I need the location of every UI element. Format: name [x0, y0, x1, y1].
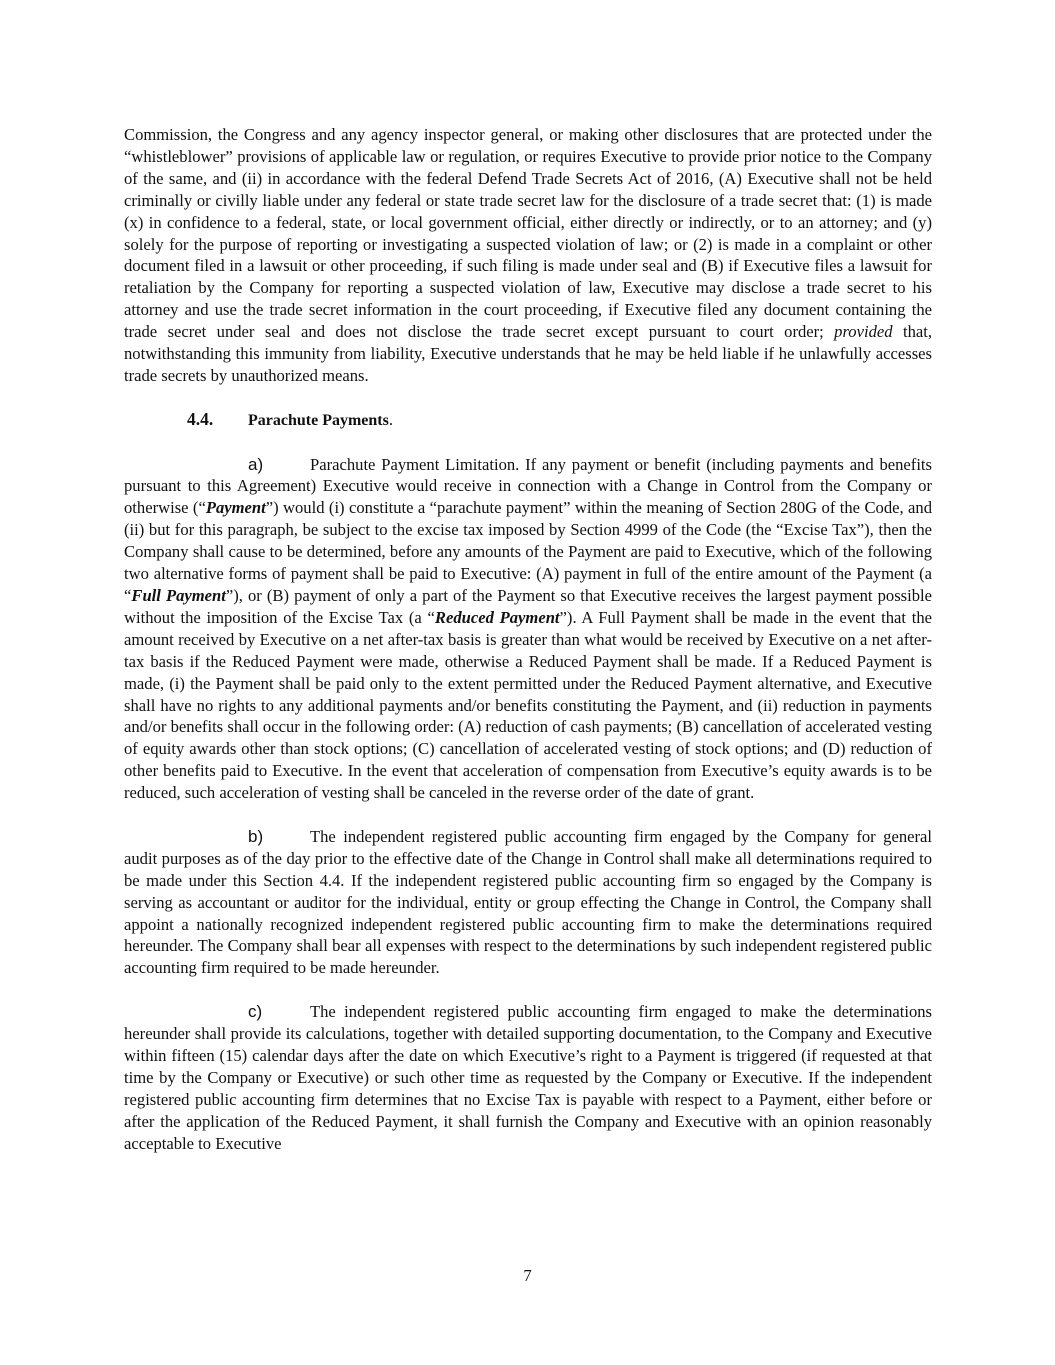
- subsection-a: [124, 454, 932, 805]
- subsection-letter: b): [248, 826, 264, 846]
- subsection-text: ”). A Full Payment shall be made in the event that the amount received by Executive on a net after-tax basis is greater than what would be received by Executive on a net after-tax basis if the Reduced Payment were made, otherwise a Reduced Payment shall be made. If a Reduced Payment is made, (i) the Payment shall be paid only to the extent permitted under the Reduced Payment alternative, and Executive shall have no rights to any additional payments and/or benefits constituting the Payment, and (ii) reduction in payments and/or benefits shall occur in the following order: (A) reduction of cash payments; (B) cancellation of accelerated vesting of equity awards other than stock options; (C) cancellation of accelerated vesting of stock options; and (D) reduction of other benefits paid to Executive. In the event that acceleration of compensation from Executive’s equity awards is to be reduced, such acceleration of vesting shall be canceled in the reverse order of the date of grant.: [124, 607, 932, 803]
- subsection-text: The independent registered public accounting firm engaged to make the determinations hereunder shall provide its calculations, together with detailed supporting documentation, to the Company and Executive within fifteen (15) calendar days after the date on which Executive’s right to a Payment is triggered (if requested at that time by the Company or Executive) or such other time as requested by the Company or Executive. If the independent registered public accounting firm determines that no Excise Tax is payable with respect to a Payment, either before or after the application of the Reduced Payment, it shall furnish the Company and Executive with an opinion reasonably acceptable to Executive: [124, 1002, 932, 1153]
- paragraph-text: Commission, the Congress and any agency inspector general, or making other disclosures that are protected under the “whistleblower” provisions of applicable law or regulation, or requires Executive to provide prior notice to the Company of the same, and (ii) in accordance with the federal Defend Trade Secrets Act of 2016, (A) Executive shall not be held criminally or civilly liable under any federal or state trade secret law for the disclosure of a trade secret that: (1) is made (x) in confidence to a federal, state, or local government official, either directly or indirectly, or to an attorney; and (y) solely for the purpose of reporting or investigating a suspected violation of law; or (2) is made in a complaint or other document filed in a lawsuit or other proceeding, if such filing is made under seal and (B) if Executive files a lawsuit for retaliation by the Company for reporting a suspected violation of law, Executive may disclose a trade secret to his attorney and use the trade secret information in the court proceeding, if Executive filed any document containing the trade secret under seal and does not disclose the trade secret except pursuant to court order;: [124, 125, 932, 342]
- document-body: [124, 124, 932, 1155]
- page-number: 7: [523, 1266, 532, 1285]
- section-title: Parachute Payments: [248, 411, 389, 429]
- section-title-period: .: [388, 409, 394, 429]
- subsection-text: ”) would (i) constitute a “parachute payment” within the meaning of Section 280G of the Code, and (ii) but for this paragraph, be subject to the excise tax imposed by Section 4999 of the Code (the “Excise Tax”), then the Company shall cause to be determined, before any amounts of the Payment are paid to Executive, which of the following two alternative forms of payment shall be paid to Executive: (A) payment in full of the entire amount of the Payment (a “: [124, 498, 932, 605]
- section-heading: [124, 409, 932, 432]
- subsection-b: [124, 826, 932, 979]
- subsection-letter: c): [248, 1002, 263, 1022]
- subsection-c: [124, 1001, 932, 1154]
- subsection-letter: a): [248, 454, 264, 474]
- section-number: 4.4.: [187, 408, 214, 429]
- defined-term-full-payment: Full Payment: [131, 586, 226, 605]
- defined-term-reduced-payment: Reduced Payment: [434, 607, 560, 627]
- paragraph-whistleblower: [124, 124, 932, 387]
- subsection-text: Parachute Payment Limitation. If any payment or benefit (including payments and benefits pursuant to this Agreement) Executive would receive in connection with a Change in Control from the Company or otherwise (“: [124, 454, 932, 518]
- defined-term-payment: Payment: [205, 498, 266, 518]
- paragraph-text: that, notwithstanding this immunity from liability, Executive understands that he may be held liable if he unlawfully accesses trade secrets by unauthorized means.: [124, 322, 932, 385]
- italic-provided: provided: [834, 322, 893, 342]
- subsection-text: ”), or (B) payment of only a part of the Payment so that Executive receives the largest payment possible without the imposition of the Excise Tax (a “: [124, 586, 932, 627]
- subsection-text: The independent registered public accounting firm engaged by the Company for general audit purposes as of the day prior to the effective date of the Change in Control shall make all determinations required to be made under this Section 4.4. If the independent registered public accounting firm so engaged by the Company is serving as accountant or auditor for the individual, entity or group effecting the Change in Control, the Company shall appoint a nationally recognized independent registered public accounting firm to make the determinations required hereunder. The Company shall bear all expenses with respect to the determinations by such independent registered public accounting firm required to be made hereunder.: [124, 826, 932, 978]
